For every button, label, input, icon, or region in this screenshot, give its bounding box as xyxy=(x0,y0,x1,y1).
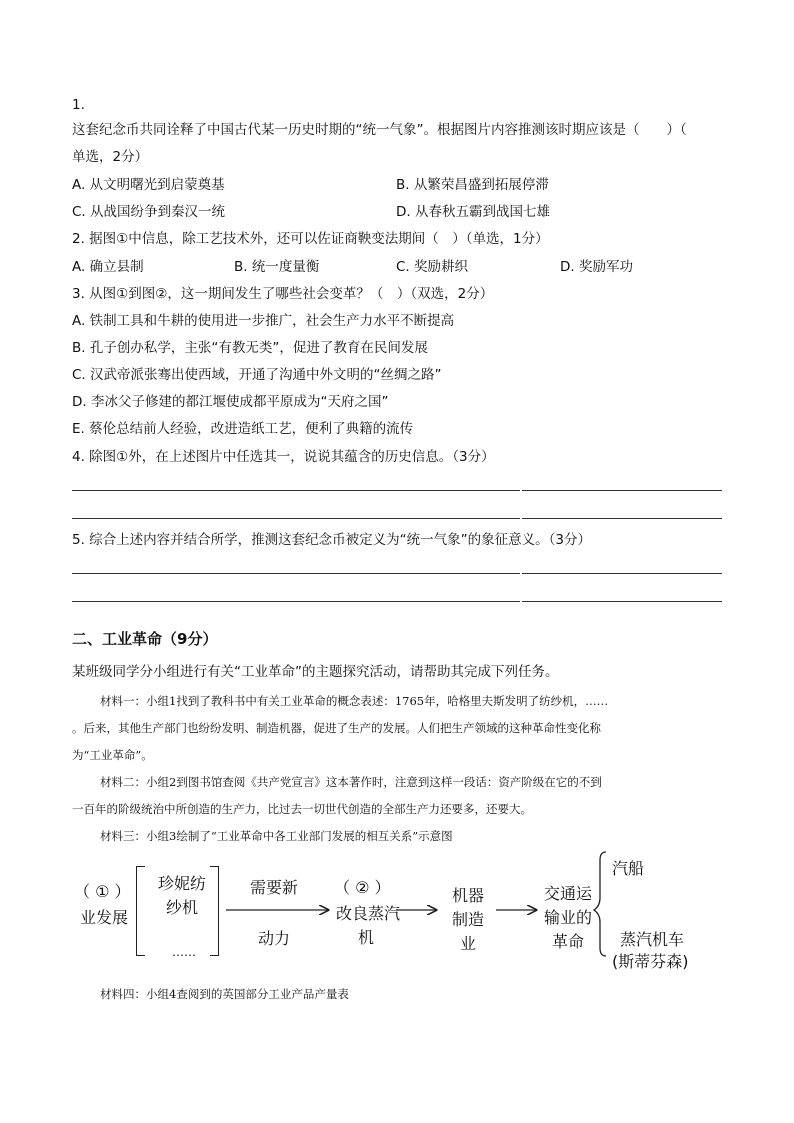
material-1-line3: 为“工业革命”。 xyxy=(72,748,153,762)
q3-option-b: B. 孔子创办私学，主张“有教无类”，促进了教育在民间发展 xyxy=(72,340,428,356)
q1-stem-line1: 这套纪念币共同诠释了中国古代某一历史时期的“统一气象”。根据图片内容推测该时期应该是（ ）（ xyxy=(72,122,687,138)
section-title: 二、工业革命（9分） xyxy=(72,630,218,648)
q5-stem: 5. 综合上述内容并结合所学，推测这套纪念币被定义为“统一气象”的象征意义。（3分） xyxy=(72,532,591,548)
material-4-text: 材料四：小组4查阅到的英国部分工业产品产量表 xyxy=(100,987,349,1001)
diagram-machine-line3: 业 xyxy=(460,934,477,953)
diagram-industry-label: 业发展 xyxy=(80,908,129,927)
diagram-transport-line3: 革命 xyxy=(552,932,585,951)
q3-option-a: A. 铁制工具和牛耕的使用进一步推广，社会生产力水平不断提高 xyxy=(72,313,455,329)
q1-number: 1. xyxy=(72,97,85,113)
q2-option-b: B. 统一度量衡 xyxy=(234,259,320,275)
q2-stem: 2. 据图①中信息，除工艺技术外，还可以佐证商鞅变法期间（ ）（单选，1分） xyxy=(72,231,549,247)
diagram-steam-line1: 改良蒸汽 xyxy=(336,904,401,923)
curly-brace xyxy=(594,852,606,956)
q2-option-c: C. 奖励耕织 xyxy=(396,259,469,275)
diagram-machine-line1: 机器 xyxy=(452,886,485,905)
material-1-line1: 材料一：小组1找到了教科书中有关工业革命的概念表述：1765年，哈格里夫斯发明了纺纱机，…… xyxy=(100,694,609,708)
q1-option-c: C. 从战国纷争到秦汉一统 xyxy=(72,204,226,220)
q4-stem: 4. 除图①外，在上述图片中任选其一，说说其蕴含的历史信息。（3分） xyxy=(72,449,495,465)
q3-option-c: C. 汉武帝派张骞出使西域，开通了沟通中外文明的“丝绸之路” xyxy=(72,367,442,383)
q3-option-d: D. 李冰父子修建的都江堰使成都平原成为“天府之国” xyxy=(72,394,389,410)
q3-stem: 3. 从图①到图②，这一期间发生了哪些社会变革？（ ）（双选，2分） xyxy=(72,286,494,302)
q2-option-a: A. 确立县制 xyxy=(72,259,144,275)
diagram-locomotive: 蒸汽机车 xyxy=(620,930,685,949)
diagram-blank-2: （ ② ） xyxy=(334,878,391,897)
diagram-jenny-line1: 珍妮纺 xyxy=(158,874,207,893)
diagram-blank-1: （ ① ） xyxy=(74,882,131,901)
material-2-line1: 材料二：小组2到图书馆查阅《共产党宣言》这本著作时，注意到这样一段话：资产阶级在它的不到 xyxy=(100,775,602,789)
section-intro: 某班级同学分小组进行有关“工业革命”的主题探究活动，请帮助其完成下列任务。 xyxy=(72,664,559,680)
diagram-steam-line2: 机 xyxy=(358,928,375,947)
diagram-stephenson: (斯蒂芬森) xyxy=(612,952,689,971)
q1-stem-line2: 单选，2分） xyxy=(72,149,149,165)
diagram-transport-line2: 输业的 xyxy=(544,908,593,927)
q1-option-a: A. 从文明曙光到启蒙奠基 xyxy=(72,177,225,193)
material-3-text: 材料三：小组3绘制了“工业革命中各工业部门发展的相互关系”示意图 xyxy=(100,829,453,843)
q2-option-d: D. 奖励军功 xyxy=(560,259,633,275)
diagram-power-label: 动力 xyxy=(258,929,291,948)
diagram-ellipsis: …… xyxy=(172,945,196,959)
diagram-machine-line2: 制造 xyxy=(452,910,485,929)
q3-option-e: E. 蔡伦总结前人经验，改进造纸工艺，便利了典籍的流传 xyxy=(72,421,414,437)
diagram-jenny-line2: 纱机 xyxy=(166,898,199,917)
diagram-transport-line1: 交通运 xyxy=(544,884,593,903)
material-4 xyxy=(72,981,722,1008)
diagram-need-label: 需要新 xyxy=(250,878,299,897)
q1-option-b: B. 从繁荣昌盛到拓展停滞 xyxy=(396,177,549,193)
q1-option-d: D. 从春秋五霸到战国七雄 xyxy=(396,204,550,220)
material-2-line2: 一百年的阶级统治中所创造的生产力，比过去一切世代创造的全部生产力还要多，还要大。 xyxy=(72,802,532,816)
material-1-line2: 。后来，其他生产部门也纷纷发明、制造机器，促进了生产的发展。人们把生产领域的这种革命性变化称 xyxy=(72,721,601,735)
diagram-steamship: 汽船 xyxy=(612,859,645,878)
